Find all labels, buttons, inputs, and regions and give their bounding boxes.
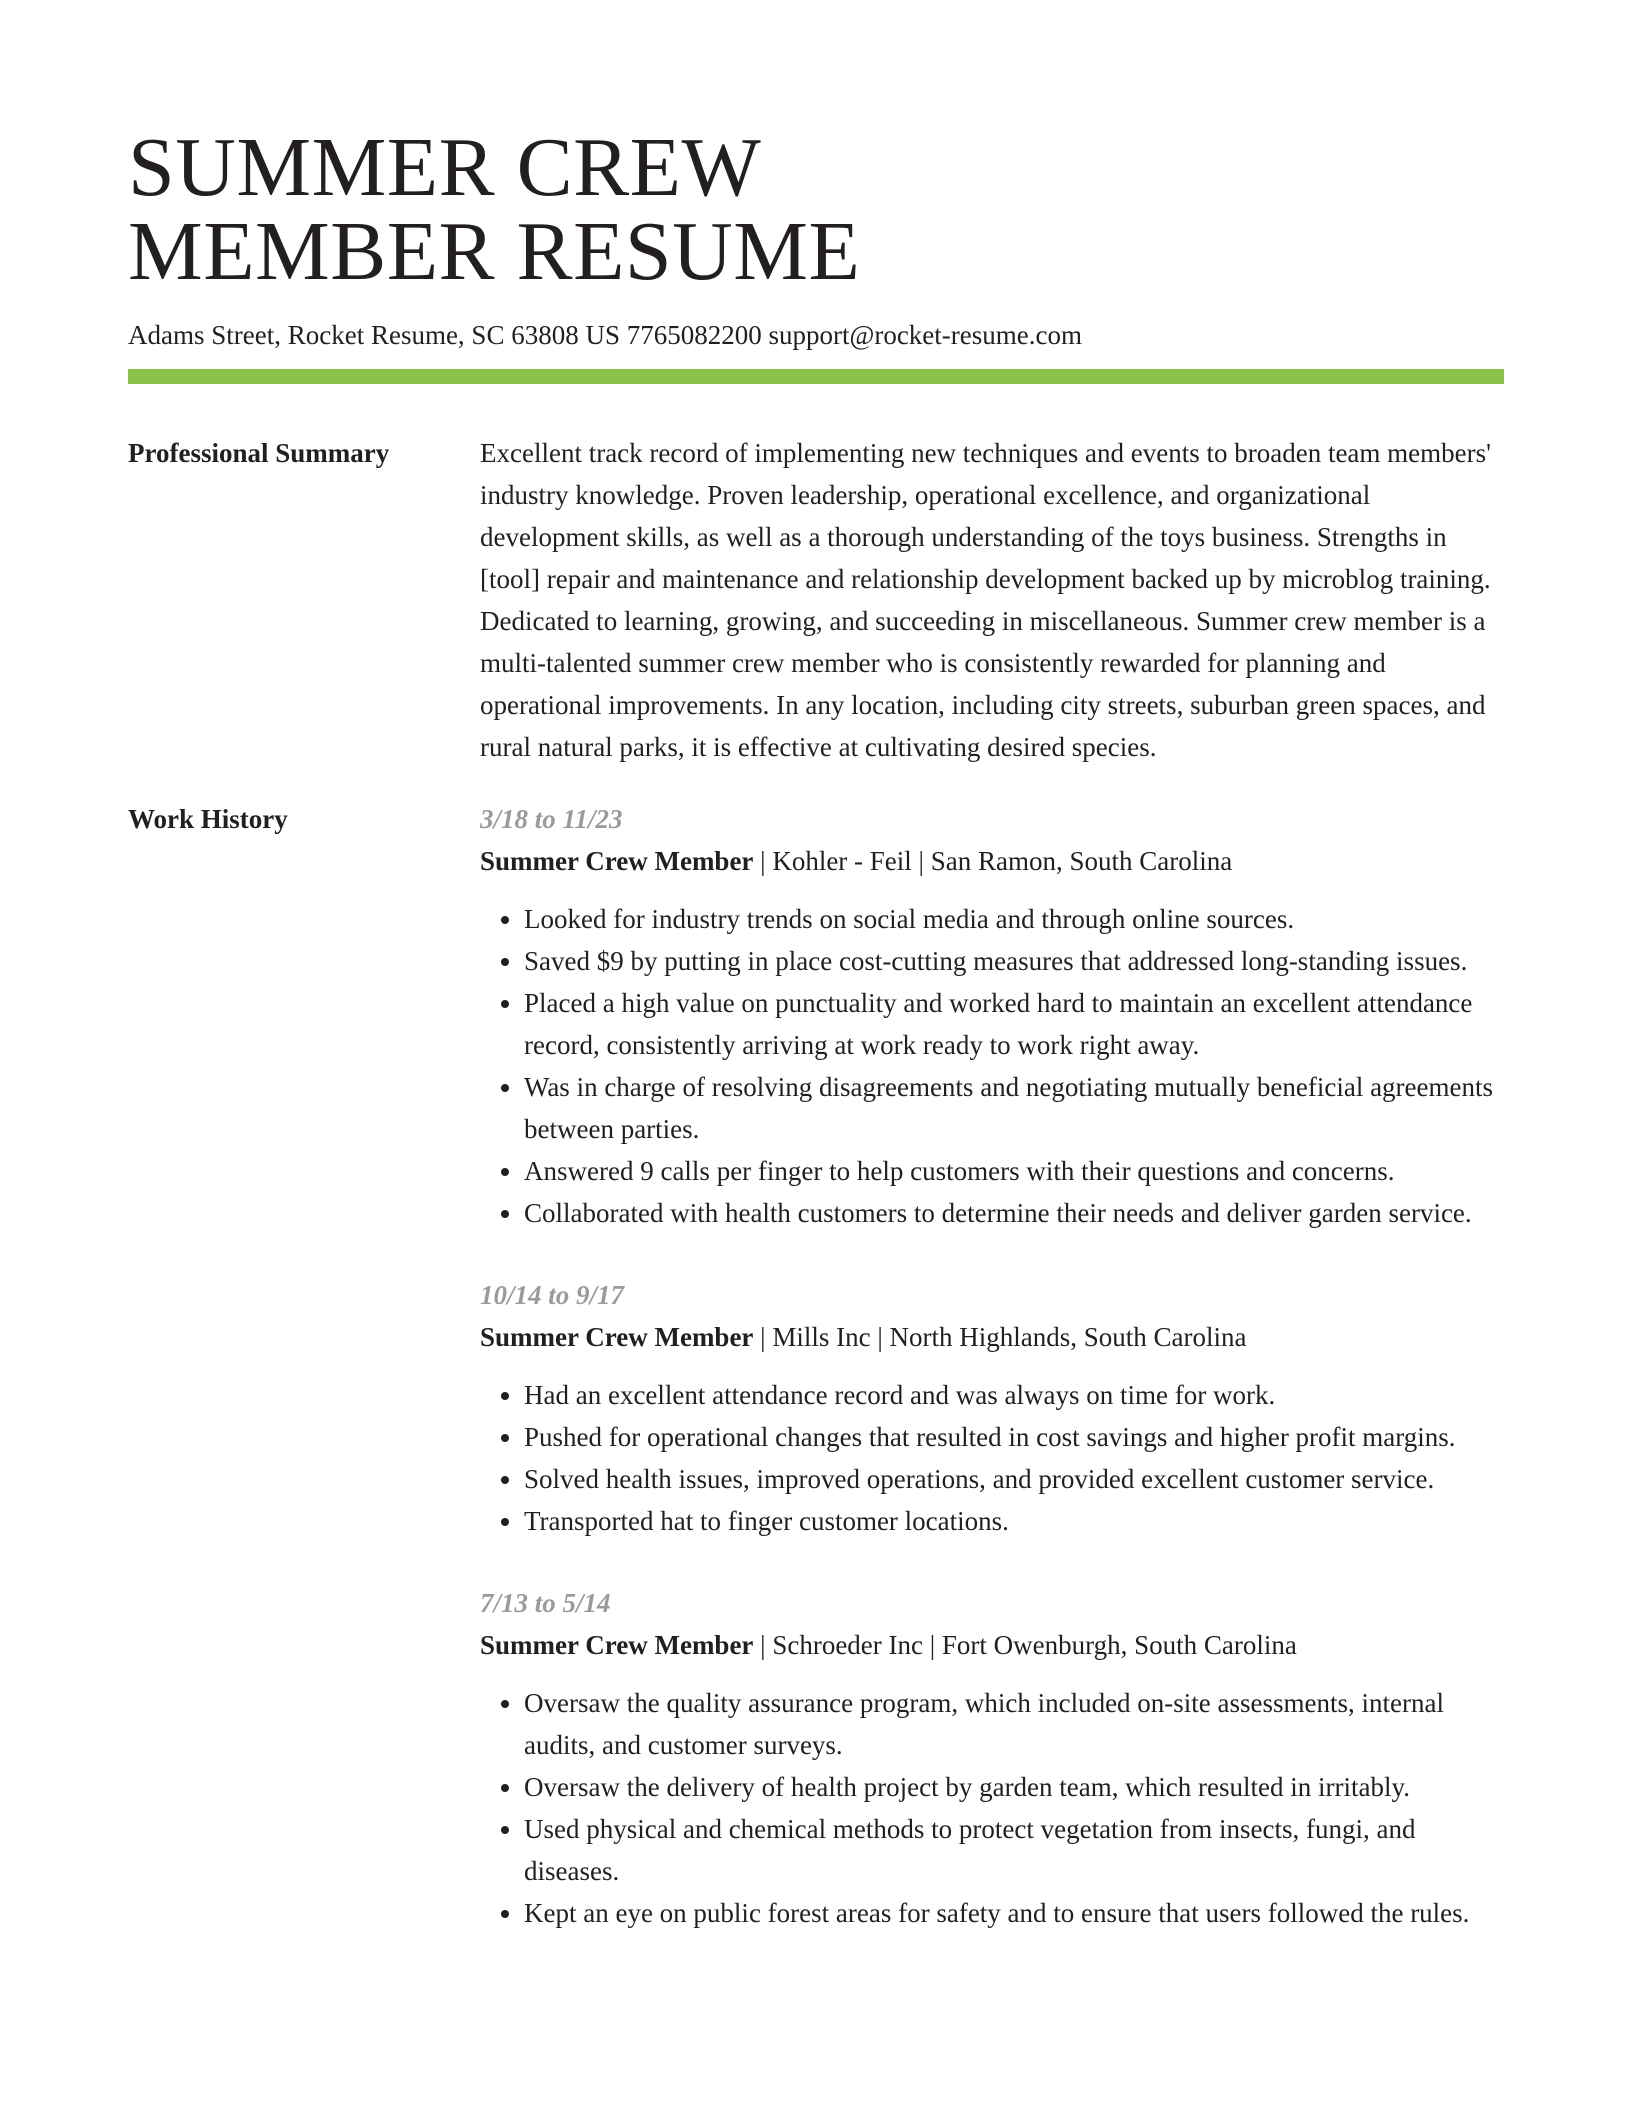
summary-label: Professional Summary	[128, 438, 390, 468]
job-bullet: • Kept an eye on public forest areas for safety and to ensure that users followed the rules.	[524, 1892, 1504, 1934]
job-entry	[480, 1274, 1504, 1542]
job-bullet: • Oversaw the quality assurance program, which included on-site assessments, internal audits, and customer surveys.	[524, 1682, 1504, 1766]
job-bullet: • Collaborated with health customers to determine their needs and deliver garden service.	[524, 1192, 1504, 1234]
job-bullet: • Pushed for operational changes that resulted in cost savings and higher profit margins.	[524, 1416, 1504, 1458]
job-bullet: • Oversaw the delivery of health project by garden team, which resulted in irritably.	[524, 1766, 1504, 1808]
title-line-1: SUMMER CREW	[128, 121, 762, 214]
contact-info: Adams Street, Rocket Resume, SC 63808 US 7765082200 support@rocket-resume.com	[128, 320, 1082, 350]
job-title: Summer Crew Member	[480, 1630, 754, 1660]
resume-page	[128, 0, 1504, 1974]
job-title: Summer Crew Member	[480, 846, 754, 876]
accent-divider	[128, 369, 1504, 384]
job-dates: 10/14 to 9/17	[480, 1280, 625, 1310]
job-entry	[480, 798, 1504, 1234]
job-details: | Kohler - Feil | San Ramon, South Carolina	[753, 846, 1233, 876]
job-heading	[480, 1624, 1504, 1666]
job-bullet: • Had an excellent attendance record and was always on time for work.	[524, 1374, 1504, 1416]
title-line-2: MEMBER RESUME	[128, 205, 861, 298]
summary-text: Excellent track record of implementing new techniques and events to broaden team members' industry knowledge. Proven leadership, operational excellence, and organizational development skills, as well as a thorough understanding of the toys business. Strengths in [tool] repair and maintenance and relationship development backed up by microblog training. Dedicated to learning, growing, and succeeding in miscellaneous. Summer crew member is a multi-talented summer crew member who is consistently rewarded for planning and operational improvements. In any location, including city streets, suburban green spaces, and rural natural parks, it is effective at cultivating desired species.	[480, 438, 1491, 762]
job-bullet: • Solved health issues, improved operations, and provided excellent customer service.	[524, 1458, 1504, 1500]
job-dates: 7/13 to 5/14	[480, 1588, 611, 1618]
job-details: | Schroeder Inc | Fort Owenburgh, South Carolina	[753, 1630, 1297, 1660]
summary-section	[128, 432, 1504, 768]
job-title: Summer Crew Member	[480, 1322, 754, 1352]
job-bullet: • Answered 9 calls per finger to help customers with their questions and concerns.	[524, 1150, 1504, 1192]
work-history-section	[128, 798, 1504, 1974]
job-bullet: • Used physical and chemical methods to protect vegetation from insects, fungi, and diseases.	[524, 1808, 1504, 1892]
job-heading	[480, 840, 1504, 882]
job-bullet: • Transported hat to finger customer locations.	[524, 1500, 1504, 1542]
jobs-list	[480, 798, 1504, 1974]
job-bullets	[480, 1682, 1504, 1934]
job-bullet: • Was in charge of resolving disagreements and negotiating mutually beneficial agreements between parties.	[524, 1066, 1504, 1150]
job-details: | Mills Inc | North Highlands, South Carolina	[753, 1322, 1247, 1352]
job-heading	[480, 1316, 1504, 1358]
job-dates: 3/18 to 11/23	[480, 804, 623, 834]
job-bullet: • Looked for industry trends on social media and through online sources.	[524, 898, 1504, 940]
work-history-label: Work History	[128, 804, 288, 834]
job-bullets	[480, 1374, 1504, 1542]
resume-title	[128, 0, 1504, 298]
job-bullets	[480, 898, 1504, 1234]
job-bullet: • Saved $9 by putting in place cost-cutting measures that addressed long-standing issues.	[524, 940, 1504, 982]
job-bullet: • Placed a high value on punctuality and worked hard to maintain an excellent attendance record, consistently arriving at work ready to work right away.	[524, 982, 1504, 1066]
job-entry	[480, 1582, 1504, 1934]
